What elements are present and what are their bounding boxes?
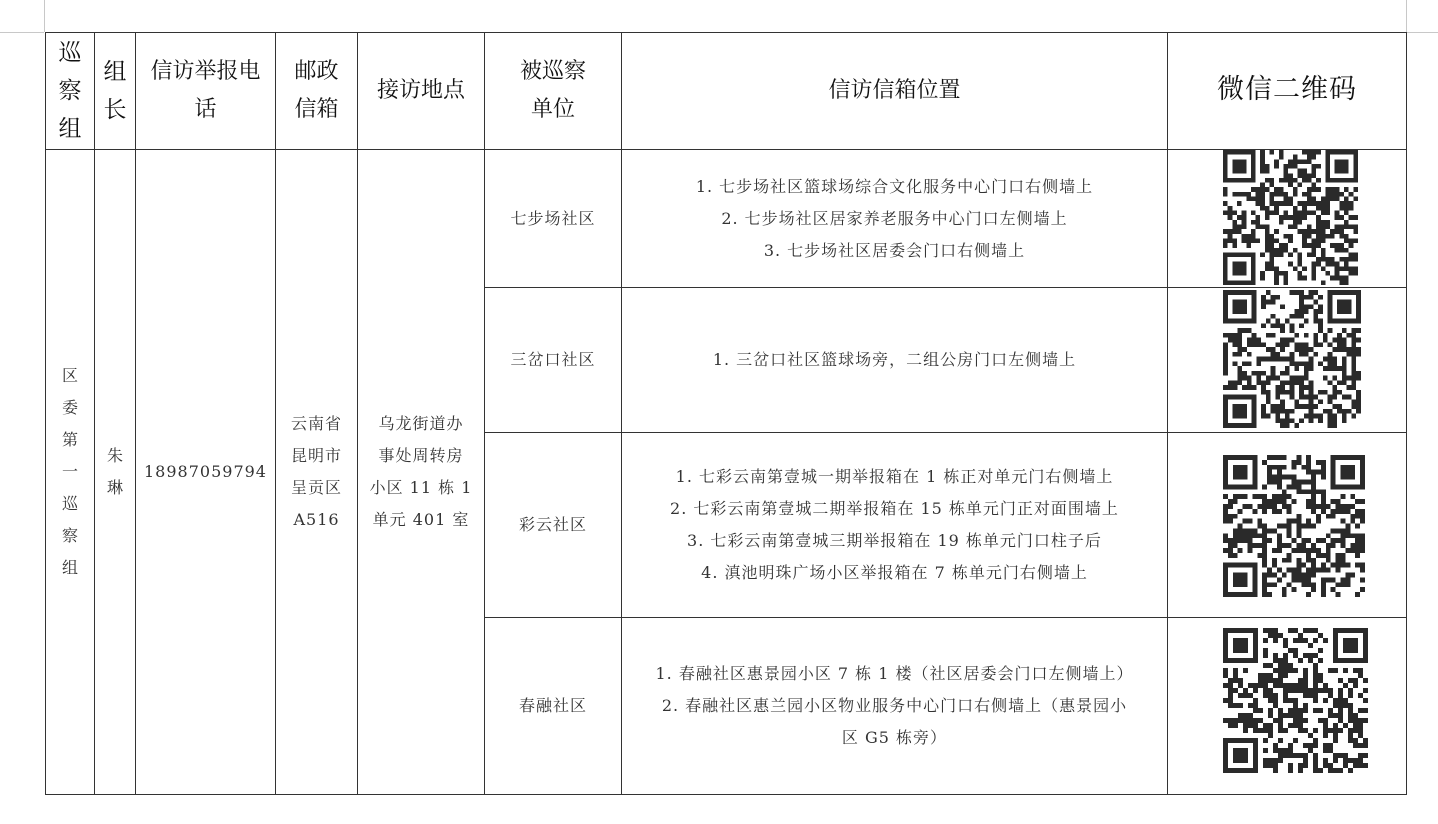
group-name-cell: 区委第一巡察组 (46, 150, 95, 795)
header-unit: 被巡察单位 (485, 33, 622, 150)
inspection-contact-table (45, 32, 1407, 795)
location-line: 区 G5 栋旁） (841, 728, 948, 747)
page-margin-guide-right (1406, 0, 1407, 32)
header-location: 信访信箱位置 (622, 33, 1168, 150)
location-line: 1. 七步场社区篮球场综合文化服务中心门口右侧墙上 (695, 176, 1094, 196)
phone-cell: 18987059794 (136, 150, 276, 795)
unit-cell: 彩云社区 (485, 433, 622, 618)
header-qr: 微信二维码 (1168, 33, 1407, 150)
location-line: 3. 七彩云南第壹城三期举报箱在 19 栋单元门口柱子后 (687, 531, 1102, 550)
unit-cell: 春融社区 (485, 618, 622, 795)
location-line: 1. 七彩云南第壹城一期举报箱在 1 栋正对单元门右侧墙上 (675, 467, 1114, 486)
wechat-qr-code-icon (1223, 455, 1365, 597)
page-margin-guide-left (44, 0, 45, 32)
header-group: 巡察组 (46, 33, 95, 150)
header-reception: 接访地点 (358, 33, 485, 150)
location-cell (622, 150, 1168, 288)
table-row (46, 150, 1407, 288)
page-margin-guide-top (0, 32, 44, 33)
qr-cell (1168, 150, 1407, 288)
wechat-qr-code-icon (1223, 628, 1368, 773)
header-leader: 组长 (95, 33, 136, 150)
wechat-qr-code-icon (1223, 290, 1361, 428)
location-line: 2. 七步场社区居家养老服务中心门口左侧墙上 (721, 208, 1068, 228)
wechat-qr-code-icon (1223, 150, 1358, 285)
qr-cell (1168, 618, 1407, 795)
location-line: 1. 春融社区惠景园小区 7 栋 1 楼（社区居委会门口左侧墙上） (655, 664, 1134, 683)
mailbox-cell: 云南省 昆明市 呈贡区 A516 (276, 150, 358, 795)
page-margin-guide-top-right (1406, 32, 1438, 33)
location-cell (622, 433, 1168, 618)
leader-name-cell: 朱琳 (95, 150, 136, 795)
header-phone: 信访举报电话 (136, 33, 276, 150)
location-line: 2. 七彩云南第壹城二期举报箱在 15 栋单元门正对面围墙上 (670, 499, 1119, 518)
location-line: 2. 春融社区惠兰园小区物业服务中心门口右侧墙上（惠景园小 (661, 696, 1128, 715)
unit-cell: 七步场社区 (485, 150, 622, 288)
header-mailbox: 邮政信箱 (276, 33, 358, 150)
location-cell (622, 618, 1168, 795)
qr-cell (1168, 288, 1407, 433)
location-line: 3. 七步场社区居委会门口右侧墙上 (763, 240, 1026, 260)
location-line: 1. 三岔口社区篮球场旁，二组公房门口左侧墙上 (712, 350, 1077, 369)
reception-cell: 乌龙街道办 事处周转房 小区 11 栋 1 单元 401 室 (358, 150, 485, 795)
header-row (46, 33, 1407, 150)
location-line: 4. 滇池明珠广场小区举报箱在 7 栋单元门右侧墙上 (701, 563, 1088, 582)
qr-cell (1168, 433, 1407, 618)
unit-cell: 三岔口社区 (485, 288, 622, 433)
location-cell (622, 288, 1168, 433)
